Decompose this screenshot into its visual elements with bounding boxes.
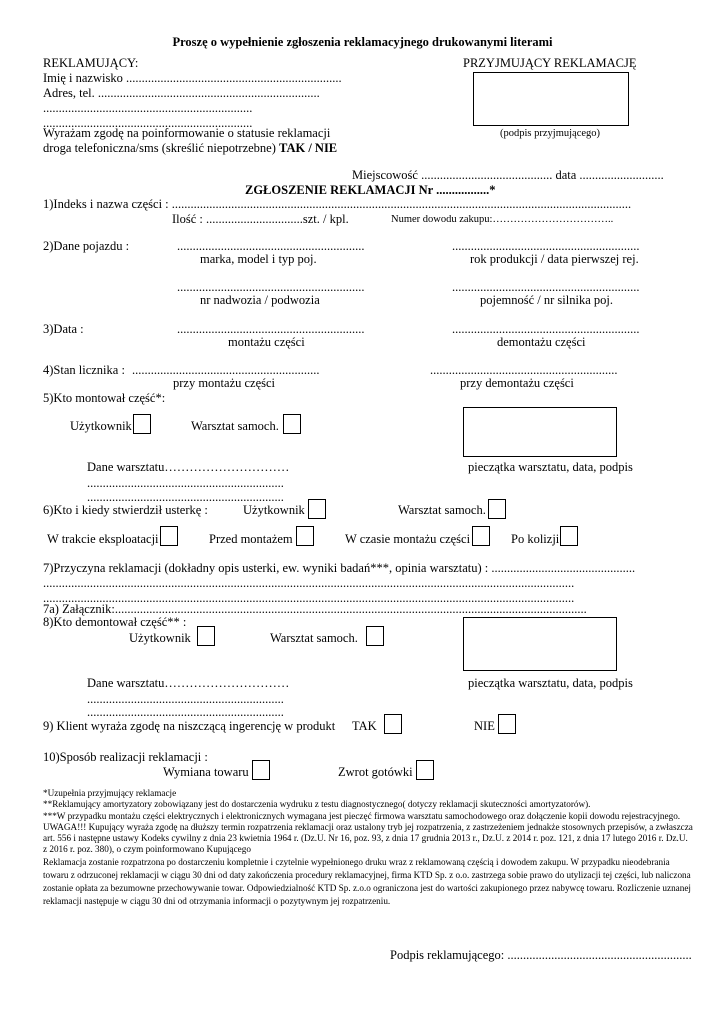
mounted-by-shop-checkbox[interactable]: [283, 414, 301, 434]
mounted-by-shop-label: Warsztat samoch.: [191, 419, 279, 433]
odometer-dismount-caption: przy demontażu części: [460, 376, 574, 390]
detected-during-mount-checkbox[interactable]: [472, 526, 490, 546]
dismount-workshop-stamp-caption: pieczątka warsztatu, data, podpis: [468, 676, 633, 690]
vehicle-vin-caption: nr nadwozia / podwozia: [200, 293, 320, 307]
dismounted-by-user-label: Użytkownik: [129, 631, 191, 645]
reklamujacy-heading: REKLAMUJĄCY:: [43, 56, 139, 70]
mount-date-field[interactable]: ............................................................: [177, 322, 365, 336]
complaint-reason-field[interactable]: 7)Przyczyna reklamacji (dokładny opis usterki, ew. wyniki badań***, opinia warsztatu) : ..............................................: [43, 561, 636, 575]
mount-workshop-stamp-caption: pieczątka warsztatu, data, podpis: [468, 460, 633, 474]
form-title: ZGŁOSZENIE REKLAMACJI Nr .................*: [245, 183, 496, 197]
dismounted-by-shop-checkbox[interactable]: [366, 626, 384, 646]
name-field[interactable]: Imię i nazwisko .....................................................................: [43, 71, 342, 85]
odometer-heading: 4)Stan licznika :: [43, 363, 125, 377]
footnote-uwaga: UWAGA!!! Kupujący wyraża zgodę na dłuższy termin rozpatrzenia reklamacji oraz ustalony tryb jej rozpatrzenia, z zastrzeżeniem jednakże stosownych przepisów, a zwłaszcza art. 556 i następne ustawy Kodeks cywilny z dnia 23 kwietnia 1964 r. (Dz.U. Nr 16, poz. 93, z dnia 17 grudnia 2013 r., Dz.U. z 2014 r. poz. 121, z dnia 17 lutego 2016 r. Dz.U. z 2016 r. poz. 380), o czym poinformowano Kupującego: [43, 821, 693, 855]
vehicle-year-caption: rok produkcji / data pierwszej rej.: [470, 252, 639, 266]
dismount-workshop-line-2[interactable]: ...............................................................: [87, 705, 284, 719]
przyjmujacy-heading: PRZYJMUJĄCY REKLAMACJĘ: [463, 56, 637, 70]
dismounted-by-heading: 8)Kto demontował część** :: [43, 615, 187, 629]
dismounted-by-user-checkbox[interactable]: [197, 626, 215, 646]
consent-choice-text: droga telefoniczna/sms (skreślić niepotrzebne): [43, 141, 280, 155]
address-extra-line-2[interactable]: ...................................................................: [43, 116, 253, 130]
detected-by-user-checkbox[interactable]: [308, 499, 326, 519]
resolution-method-heading: 10)Sposób realizacji reklamacji :: [43, 750, 208, 764]
detected-before-mount-checkbox[interactable]: [296, 526, 314, 546]
footnote-2: **Reklamujący amortyzatory zobowiązany jest do dostarczenia wydruku z testu diagnostycznego( dotyczy reklamacji skuteczności amortyzatorów).: [43, 799, 591, 810]
dismount-workshop-line-1[interactable]: ...............................................................: [87, 692, 284, 706]
dates-heading: 3)Data :: [43, 322, 84, 336]
mount-workshop-field[interactable]: Dane warsztatu…………………………: [87, 460, 290, 474]
address-extra-line-1[interactable]: ...................................................................: [43, 101, 253, 115]
consent-yes-checkbox[interactable]: [384, 714, 402, 734]
odometer-mount-caption: przy montażu części: [173, 376, 276, 390]
destructive-test-consent-label: 9) Klient wyraża zgodę na niszczącą ingerencję w produkt: [43, 719, 336, 733]
attachment-field[interactable]: 7a) Załącznik:.......................................................................................................................................................: [43, 602, 587, 616]
resolution-refund-checkbox[interactable]: [416, 760, 434, 780]
vehicle-engine-field[interactable]: ............................................................: [452, 280, 640, 294]
mount-date-caption: montażu części: [228, 335, 305, 349]
detected-after-collision-checkbox[interactable]: [560, 526, 578, 546]
resolution-refund-label: Zwrot gotówki: [338, 765, 413, 779]
vehicle-make-caption: marka, model i typ poj.: [200, 252, 317, 266]
footnotes: [43, 788, 693, 908]
receiver-signature-box[interactable]: [473, 72, 629, 126]
complainant-signature-field[interactable]: Podpis reklamującego: ...........................................................: [390, 948, 692, 962]
mounted-by-user-checkbox[interactable]: [133, 414, 151, 434]
dismount-date-caption: demontażu części: [497, 335, 586, 349]
proof-number-field[interactable]: Numer dowodu zakupu:……………………………..: [391, 214, 614, 225]
detected-by-heading: 6)Kto i kiedy stwierdził usterkę :: [43, 503, 208, 517]
complaint-reason-line-2[interactable]: ..........................................................................................................................................................................: [43, 591, 575, 605]
mounted-by-user-label: Użytkownik: [70, 419, 132, 433]
mounted-by-heading: 5)Kto montował część*:: [43, 391, 166, 405]
complaint-reason-line-1[interactable]: ..........................................................................................................................................................................: [43, 576, 575, 590]
address-field[interactable]: Adres, tel. .......................................................................: [43, 86, 320, 100]
resolution-exchange-checkbox[interactable]: [252, 760, 270, 780]
dismounted-by-shop-label: Warsztat samoch.: [270, 631, 358, 645]
mount-workshop-line-2[interactable]: ...............................................................: [87, 490, 284, 504]
footnote-3: ***W przypadku montażu części elektrycznych i elektronicznych wymagana jest pieczęć firmowa warsztatu samochodowego oraz dołączenie kopii dowodu rejestracyjnego.: [43, 810, 681, 821]
resolution-exchange-label: Wymiana towaru: [163, 765, 249, 779]
detected-after-collision-label: Po kolizji: [511, 532, 560, 546]
consent-no-label: NIE: [474, 719, 495, 733]
consent-choice-options[interactable]: TAK / NIE: [279, 141, 338, 155]
footnote-1: *Uzupełnia przyjmujący reklamacje: [43, 788, 177, 798]
detected-by-shop-label: Warsztat samoch.: [398, 503, 486, 517]
mount-workshop-stamp-box[interactable]: [463, 407, 617, 457]
quantity-field[interactable]: Ilość : ...............................szt. / kpl.: [172, 212, 349, 226]
vehicle-vin-field[interactable]: ............................................................: [177, 280, 365, 294]
part-index-field[interactable]: 1)Indeks i nazwa części : ...................................................................................................................................................: [43, 197, 632, 211]
detected-before-mount-label: Przed montażem: [209, 532, 293, 546]
consent-text: Wyrażam zgodę na poinformowanie o statusie reklamacji: [43, 126, 331, 140]
detected-by-user-label: Użytkownik: [243, 503, 305, 517]
detected-during-use-checkbox[interactable]: [160, 526, 178, 546]
vehicle-year-field[interactable]: ............................................................: [452, 239, 640, 253]
detected-by-shop-checkbox[interactable]: [488, 499, 506, 519]
vehicle-heading: 2)Dane pojazdu :: [43, 239, 130, 253]
place-date-field[interactable]: Miejscowość .......................................... data ...........................: [352, 168, 664, 182]
consent-choice[interactable]: [43, 141, 337, 155]
consent-no-checkbox[interactable]: [498, 714, 516, 734]
detected-during-mount-label: W czasie montażu części: [345, 532, 471, 546]
odometer-mount-field[interactable]: ............................................................: [132, 363, 320, 377]
vehicle-engine-caption: pojemność / nr silnika poj.: [480, 293, 613, 307]
dismount-workshop-stamp-box[interactable]: [463, 617, 617, 671]
footnote-procedure: Reklamacja zostanie rozpatrzona po dostarczeniu kompletnie i czytelnie wypełnionego druku wraz z reklamowaną częścią i dowodem zakupu. W przypadku nieodebrania towaru z odrzuconej reklamacji w ciągu 30 dni od daty zakończenia procedury reklamacyjnej, firma KTD Sp. z o.o. zastrzega sobie prawo do utylizacji tej części, lub naliczona zostanie opłata za bezumowne przechowywanie towar. Odpowiedzialność KTD Sp. z.o.o ograniczona jest do wartości zakupionego przez nabywcę towaru. Rozliczenie uznanej reklamacji następuje w ciągu 30 dni od otrzymania informacji o pozytywnym jej rozpatrzeniu.: [43, 856, 691, 906]
mount-workshop-line-1[interactable]: ...............................................................: [87, 476, 284, 490]
detected-during-use-label: W trakcie eksploatacji: [47, 532, 159, 546]
consent-yes-label: TAK: [352, 719, 377, 733]
dismount-date-field[interactable]: ............................................................: [452, 322, 640, 336]
page-title: Proszę o wypełnienie zgłoszenia reklamacyjnego drukowanymi literami: [172, 35, 553, 49]
vehicle-make-field[interactable]: ............................................................: [177, 239, 365, 253]
odometer-dismount-field[interactable]: ............................................................: [430, 363, 618, 377]
dismount-workshop-field[interactable]: Dane warsztatu…………………………: [87, 676, 290, 690]
receiver-signature-caption: (podpis przyjmującego): [500, 128, 601, 139]
